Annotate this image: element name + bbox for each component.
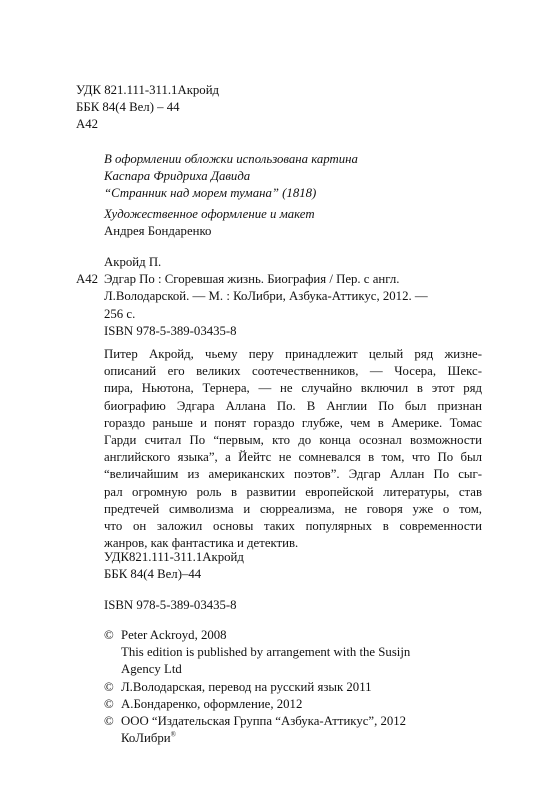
registered-mark: ® xyxy=(170,730,176,739)
catalog-author: Акройд П. xyxy=(104,255,162,269)
art-designer-name: Андрея Бондаренко xyxy=(104,223,212,238)
art-design-label: Художественное оформление и макет xyxy=(104,206,315,221)
annotation-line: Гарди считал По “первым, кто до конца осознал возможности xyxy=(104,433,482,448)
annotation-line: биографию Эдгара Аллана По. В Англии По был признан xyxy=(104,398,482,413)
catalog-entry-line: Эдгар По : Сгоревшая жизнь. Биография / Пер. с англ. xyxy=(104,272,400,287)
annotation-line: предтечей символизма и сюрреализма, не говоря уже о том, xyxy=(104,501,482,516)
cover-credits xyxy=(104,151,358,240)
annotation xyxy=(104,346,482,552)
copyright-design: © А.Бондаренко, оформление, 2012 xyxy=(104,696,410,713)
annotation-line: пира, Ньютона, Тернера, — не случайно включил в этот ряд xyxy=(104,381,482,396)
footer-codes xyxy=(104,549,244,583)
udk-code: УДК 821.111-311.1Акройд xyxy=(76,83,220,97)
annotation-line: рал огромную роль в развитии европейской литературы, став xyxy=(104,484,482,499)
copyright-symbol: © xyxy=(104,628,114,642)
catalog-entry-line: Л.Володарской. — М. : КоЛибри, Азбука-Аттикус, 2012. — xyxy=(104,289,428,304)
copyright-symbol: © xyxy=(104,714,114,729)
copyright-translation: © Л.Володарская, перевод на русский язык 2011 xyxy=(104,679,410,696)
catalog-entry xyxy=(104,254,428,340)
author-sign-code: А42 xyxy=(76,117,99,132)
footer-isbn-block xyxy=(104,597,237,614)
copyright-edition-line: This edition is published by arrangement with the Susijn xyxy=(121,645,411,660)
copyright-ackroyd: © Peter Ackroyd, 2008 xyxy=(104,627,410,644)
footer-bbk: ББК 84(4 Вел)–44 xyxy=(104,567,202,582)
copyright-edition-line: Agency Ltd xyxy=(121,662,182,677)
copyright-block xyxy=(104,627,410,747)
copyright-publisher: © ООО “Издательская Группа “Азбука-Аттикус”, 2012 xyxy=(104,713,410,730)
copyright-symbol: © xyxy=(104,696,114,711)
footer-udk: УДК821.111-311.1Акройд xyxy=(104,550,244,564)
cover-credit-line: В оформлении обложки использована картина xyxy=(104,152,358,166)
copyright-symbol: © xyxy=(104,679,114,694)
annotation-line: жанров, как фантастика и детектив. xyxy=(104,536,299,551)
annotation-line: гораздо раньше и понят гораздо глубже, чем в Америке. Томас xyxy=(104,415,482,430)
cover-credit-line: “Странник над морем тумана” (1818) xyxy=(104,186,317,201)
catalog-isbn: ISBN 978-5-389-03435-8 xyxy=(104,323,237,338)
footer-isbn: ISBN 978-5-389-03435-8 xyxy=(104,598,237,612)
header-codes xyxy=(76,82,219,134)
catalog-code: А42 xyxy=(76,272,99,286)
annotation-line: описаний его великих соотечественников, — Чосера, Шекс- xyxy=(104,364,482,379)
annotation-line: английского языка”, а Йейтс не сомневался в том, что По был xyxy=(104,450,482,465)
catalog-entry-line: 256 с. xyxy=(104,306,136,321)
annotation-line: Питер Акройд, чьему перу принадлежит целый ряд жизне- xyxy=(104,347,482,361)
bbk-code: ББК 84(4 Вел) – 44 xyxy=(76,100,180,115)
copyright-imprint: КоЛибри® xyxy=(121,730,176,746)
annotation-line: что он заложил основы таких популярных в современности xyxy=(104,519,482,534)
cover-credit-line: Каспара Фридриха Давида xyxy=(104,169,251,184)
annotation-line: “величайшим из американских поэтов”. Эдгар Аллан По сыг- xyxy=(104,467,482,482)
